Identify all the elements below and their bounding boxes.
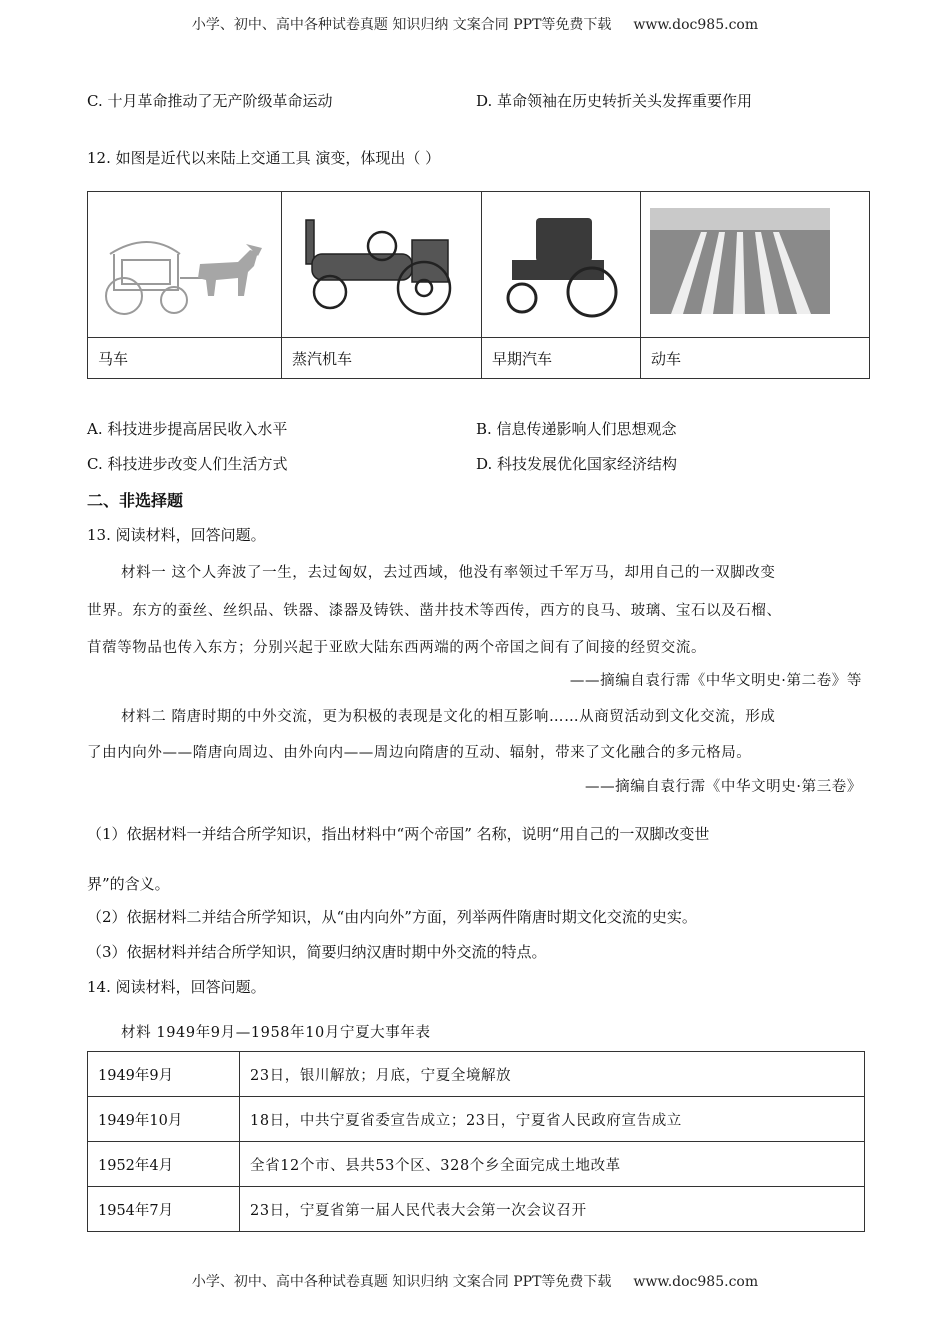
material2-line2: 了由内向外——隋唐向周边、由外向内——周边向隋唐的互动、辐射，带来了文化融合的多元格局。 [87, 745, 752, 761]
event-text: 23日，银川解放；月底，宁夏全境解放 [240, 1052, 865, 1097]
header-text: 小学、初中、高中各种试卷真题 知识归纳 文案合同 PPT等免费下载 [191, 17, 612, 33]
q14-material-title: 材料 1949年9月—1958年10月宁夏大事年表 [121, 1025, 431, 1041]
table-row [88, 1097, 865, 1142]
material1-line1: 材料一 这个人奔波了一生，去过匈奴，去过西域，他没有率领过千军万马，却用自己的一双脚改变 [121, 565, 776, 581]
event-date: 1954年7月 [88, 1187, 240, 1232]
table-row [88, 1142, 865, 1187]
carriage-image-cell [88, 192, 282, 338]
q12-option-c: C. 科技进步改变人们生活方式 [87, 455, 288, 473]
q12-stem: 12. 如图是近代以来陆上交通工具 演变，体现出（ ） [87, 149, 441, 167]
steam-engine-image-cell [282, 192, 482, 338]
caption-bullet-train: 动车 [641, 338, 870, 379]
steam-locomotive-image [282, 192, 481, 337]
q13-sub3: （3）依据材料并结合所学知识，简要归纳汉唐时期中外交流的特点。 [87, 943, 547, 961]
footer-text: 小学、初中、高中各种试卷真题 知识归纳 文案合同 PPT等免费下载 [191, 1274, 612, 1290]
horse-carriage-image [88, 192, 281, 337]
ningxia-events-table [87, 1051, 865, 1232]
section-title: 二、非选择题 [87, 491, 184, 510]
early-car-image-cell [482, 192, 641, 338]
q12-option-b: B. 信息传递影响人们思想观念 [476, 420, 677, 438]
footer-site-link[interactable]: www.doc985.com [633, 1274, 759, 1290]
caption-horse-carriage: 马车 [88, 338, 282, 379]
event-text: 全省12个市、县共53个区、328个乡全面完成土地改革 [240, 1142, 865, 1187]
q12-option-d: D. 科技发展优化国家经济结构 [476, 455, 678, 473]
header-site-link[interactable]: www.doc985.com [633, 17, 759, 33]
material2-line1: 材料二 隋唐时期的中外交流，更为积极的表现是文化的相互影响……从商贸活动到文化交流，形成 [121, 709, 776, 725]
bullet-train-image-cell [641, 192, 870, 338]
event-date: 1949年10月 [88, 1097, 240, 1142]
material1-line2: 世界。东方的蚕丝、丝织品、铁器、漆器及铸铁、凿井技术等西传，西方的良马、玻璃、宝石以及石榴、 [87, 603, 782, 619]
transport-image-table [87, 191, 870, 379]
q13-sub1-line2: 界”的含义。 [87, 875, 170, 893]
page-footer [0, 1271, 950, 1291]
table-row [88, 1187, 865, 1232]
q13-stem: 13. 阅读材料，回答问题。 [87, 526, 266, 544]
bullet-train-image [641, 192, 869, 337]
event-date: 1949年9月 [88, 1052, 240, 1097]
caption-early-car: 早期汽车 [482, 338, 641, 379]
q11-option-d: D. 革命领袖在历史转折关头发挥重要作用 [476, 92, 753, 110]
caption-steam-engine: 蒸汽机车 [282, 338, 482, 379]
event-date: 1952年4月 [88, 1142, 240, 1187]
material2-source: ——摘编自袁行霈《中华文明史·第三卷》 [584, 779, 862, 795]
q13-sub2: （2）依据材料二并结合所学知识，从“由内向外”方面，列举两件隋唐时期文化交流的史实。 [87, 908, 697, 926]
q11-option-c: C. 十月革命推动了无产阶级革命运动 [87, 92, 333, 110]
q14-stem: 14. 阅读材料，回答问题。 [87, 978, 266, 996]
page-header [0, 14, 950, 34]
q13-sub1-line1: （1）依据材料一并结合所学知识，指出材料中“两个帝国” 名称，说明“用自己的一双脚改变世 [87, 825, 710, 843]
table-row [88, 1052, 865, 1097]
material1-line3: 苜蓿等物品也传入东方；分别兴起于亚欧大陆东西两端的两个帝国之间有了间接的经贸交流。 [87, 640, 707, 656]
event-text: 18日，中共宁夏省委宣告成立；23日，宁夏省人民政府宣告成立 [240, 1097, 865, 1142]
q12-option-a: A. 科技进步提高居民收入水平 [87, 420, 288, 438]
material1-source: ——摘编自袁行霈《中华文明史·第二卷》等 [569, 673, 862, 689]
event-text: 23日，宁夏省第一届人民代表大会第一次会议召开 [240, 1187, 865, 1232]
early-automobile-image [482, 192, 640, 337]
